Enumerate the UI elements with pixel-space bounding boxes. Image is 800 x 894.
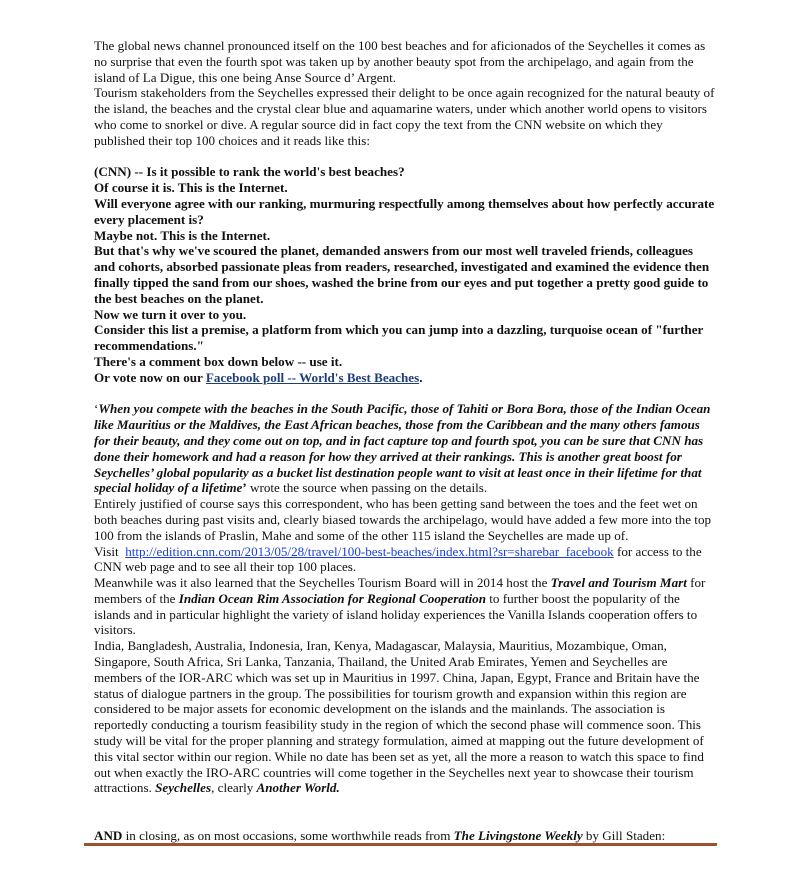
cnn-line-4: Maybe not. This is the Internet.: [94, 227, 271, 243]
clearly-text: , clearly: [211, 780, 257, 796]
vote-prefix: Or vote now on our: [94, 369, 206, 385]
visit-prefix: Visit: [94, 543, 126, 559]
cnn-line-3: Will everyone agree with our ranking, murmuring respectfully among themselves about how perfectly accurate every placement is?: [94, 195, 715, 227]
closing-text-2: by Gill Staden:: [582, 827, 666, 843]
vote-suffix: .: [419, 369, 423, 385]
correspondent-quote: When you compete with the beaches in the South Pacific, those of Tahiti or Bora Bora, those of the Indian Ocean like Mauritius or the Maldives, the East African beaches, those from the Caribbean and the many others famous for their beauty, and they come out on top, and in fact capture top and fourth spot, you can be sure that CNN has done their homework and had a reason for how they arrived at their rankings. This is another great boost for Seychelles’ global popularity as a bucket list destination people want to visit at least once in their lifetime for that special holiday of a lifetime: [94, 401, 711, 496]
publication-name: The Livingstone Weekly: [453, 827, 583, 843]
intro-paragraph-2: Tourism stakeholders from the Seychelles expressed their delight to be once again recognized for the natural beauty of the island, the beaches and the crystal clear blue and aquamarine waters, under which another world opens to visitors who come to snorkel or dive. A regular source did in fact copy the text from the CNN website on which they published their top 100 choices and it reads like this:: [94, 85, 715, 148]
tourism-text-2: for members of the: [94, 575, 706, 606]
event-name: Travel and Tourism Mart: [550, 575, 687, 591]
another-world-emphasis: Another World.: [256, 780, 340, 796]
spacer: [94, 796, 716, 828]
cnn-line-7: Consider this list a premise, a platform from which you can jump into a dazzling, turquoise ocean of "further recommendations.": [94, 322, 704, 354]
and-emphasis: AND: [94, 827, 123, 843]
spacer: [94, 149, 716, 165]
cnn-line-1: (CNN) -- Is it possible to rank the world's best beaches?: [94, 164, 405, 180]
seychelles-emphasis: Seychelles: [155, 780, 212, 796]
cnn-line-8: There's a comment box down below -- use it.: [94, 353, 343, 369]
cnn-quote-block: [94, 164, 716, 385]
after-quote-text: wrote the source when passing on the details.: [246, 480, 488, 496]
close-quote-mark: ’: [242, 480, 247, 496]
intro-paragraph-1: The global news channel pronounced itself on the 100 best beaches and for aficionados of the Seychelles it comes as no surprise that even the fourth spot was taken up by another beauty spot from the archipelago, and again from the island of La Digue, this one being Anse Source d’ Argent.: [94, 38, 706, 85]
ior-arc-paragraph: [94, 638, 716, 796]
visit-paragraph: [94, 544, 716, 576]
closing-paragraph: [94, 828, 716, 844]
correspondent-paragraph-2: Entirely justified of course says this correspondent, who has been getting sand between the toes and the feet wet on both beaches during past visits and, clearly biased towards the archipelago, would have added a few more into the top 100 from the islands of Praslin, Mahe and some of the other 115 island the Seychelles are made up of.: [94, 496, 712, 543]
cnn-line-6: Now we turn it over to you.: [94, 306, 247, 322]
visit-suffix: for access to the CNN web page and to see all their top 100 places.: [94, 543, 702, 575]
closing-text-1: in closing, as on most occasions, some worthwhile reads from: [122, 827, 454, 843]
tourism-board-paragraph: [94, 575, 716, 638]
facebook-poll-link[interactable]: Facebook poll -- World's Best Beaches: [205, 369, 420, 385]
article-body: [94, 38, 716, 844]
correspondent-quote-paragraph: [94, 401, 716, 496]
spacer: [94, 386, 716, 402]
tourism-text-3: to further boost the popularity of the islands and in particular highlight the variety of island holiday experiences the Vanilla Islands cooperation offers to visitors.: [94, 590, 698, 638]
cnn-line-9: [94, 370, 716, 386]
cnn-line-2: Of course it is. This is the Internet.: [94, 180, 288, 196]
footer-divider: [84, 843, 717, 846]
association-name: Indian Ocean Rim Association for Regional Cooperation: [178, 590, 486, 606]
cnn-line-5: But that's why we've scoured the planet, demanded answers from our most well traveled friends, colleagues and cohorts, absorbed passionate pleas from readers, researched, investigated and examined the evidence then finally tipped the sand from our shoes, washed the brine from our eyes and put together a pretty good guide to the best beaches on the planet.: [94, 243, 710, 306]
tourism-text-1: Meanwhile was it also learned that the Seychelles Tourism Board will in 2014 host the: [94, 575, 551, 591]
cnn-beaches-link[interactable]: http://edition.cnn.com/2013/05/28/travel/100-best-beaches/index.html?sr=sharebar_facebook: [125, 543, 614, 559]
ior-arc-text: India, Bangladesh, Australia, Indonesia, Iran, Kenya, Madagascar, Malaysia, Mauritius, Mozambique, Oman, Singapore, South Africa, Sri Lanka, Tanzania, Thailand, the United Arab Emirates, Yemen and Seychelles are members of the IOR-ARC which was set up in Mauritius in 1997. China, Japan, Egypt, France and Britain have the status of dialogue partners in the group. The possibilities for tourism growth and expansion within this region are considered to be major assets for economic development on the islands and the mainlands. The association is reportedly conducting a tourism feasibility study in the region of which the second phase will commence soon. This study will be vital for the proper planning and strategy formulation, aimed at mapping out the future development of this vital sector within our region. While no date has been set as yet, all the more a reason to watch this space to find out when exactly the IRO-ARC countries will come together in the Seychelles next year to showcase their tourism attractions.: [94, 638, 704, 796]
open-quote-mark: ‘: [94, 401, 99, 417]
